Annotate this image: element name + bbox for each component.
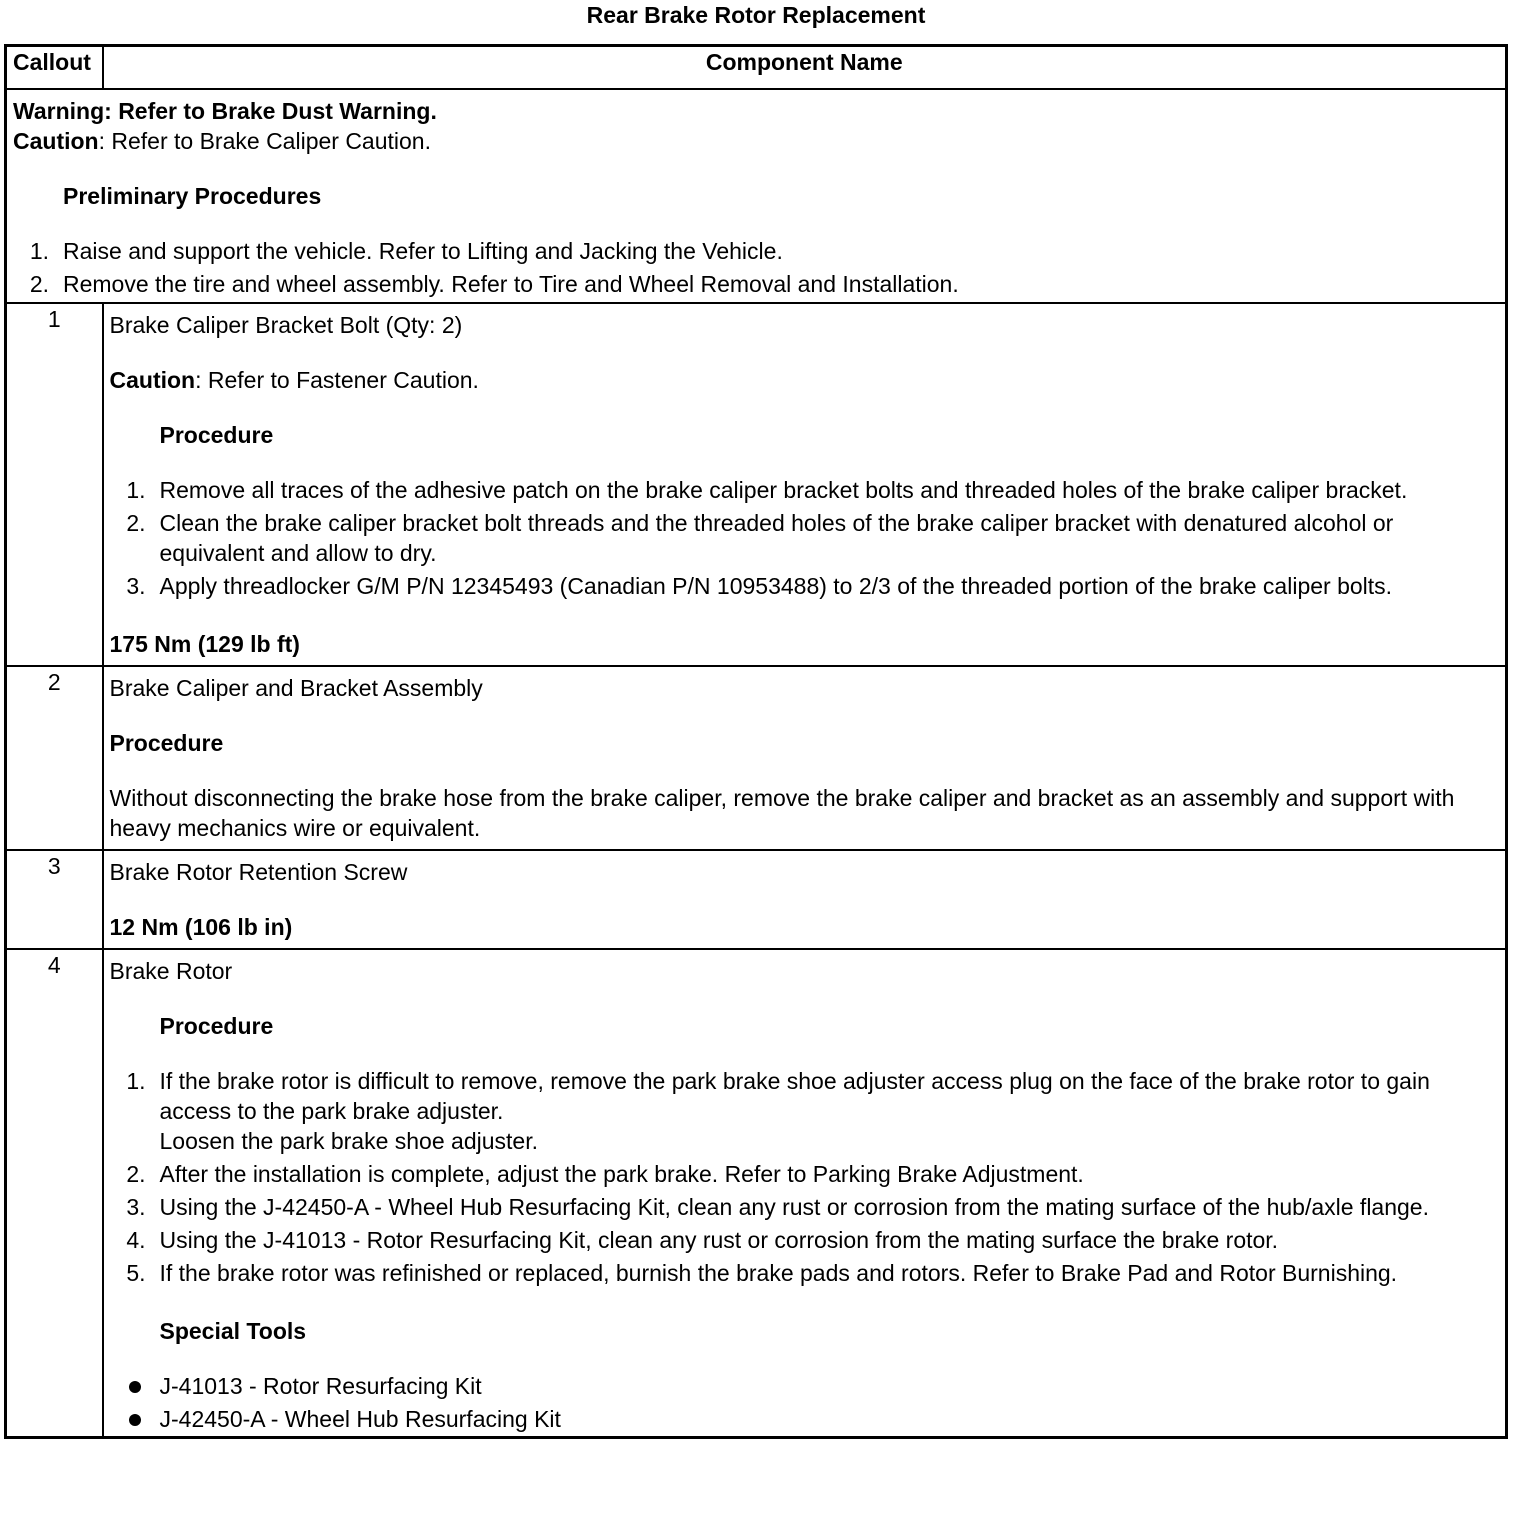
list-item: 3. Using the J-42450-A - Wheel Hub Resurfacing Kit, clean any rust or corrosion from the mating surface of the hub/axle flange. [126,1194,1429,1220]
intro-row [6,89,1507,303]
caution-line: Caution: Refer to Fastener Caution. [109,367,479,393]
list-item: 2. Clean the brake caliper bracket bolt threads and the threaded holes of the brake caliper bracket with denatured alcohol or equivalent and allow to dry. [126,510,1394,566]
header-callout: Callout [6,46,103,90]
callout-cell: 3 [6,850,103,949]
list-item: J-41013 - Rotor Resurfacing Kit [110,1371,1500,1401]
component-name: Brake Caliper and Bracket Assembly [109,675,483,701]
list-item: 2. Remove the tire and wheel assembly. Refer to Tire and Wheel Removal and Installation. [29,271,959,297]
callout-cell: 2 [6,666,103,850]
header-component-name: Component Name [103,46,1507,90]
caution-label: Caution [13,128,99,154]
list-item: J-42450-A - Wheel Hub Resurfacing Kit [110,1404,1500,1434]
procedure-steps [110,1066,1500,1288]
special-tools-list [110,1371,1500,1434]
component-name: Brake Rotor Retention Screw [109,859,408,885]
warning-line [13,96,1499,126]
torque-spec: 12 Nm (106 lb in) [109,914,293,940]
warning-label: Warning [13,98,105,124]
list-item: 1. Remove all traces of the adhesive patch on the brake caliper bracket bolts and threaded holes of the brake caliper bracket. [126,477,1408,503]
preliminary-steps [13,236,1499,299]
warning-text: : Refer to Brake Dust Warning. [104,98,437,124]
bullet-icon [129,1414,141,1426]
list-item: 4. Using the J-41013 - Rotor Resurfacing Kit, clean any rust or corrosion from the mating surface the brake rotor. [126,1227,1279,1253]
bullet-icon [129,1381,141,1393]
procedure-heading: Procedure [159,1013,274,1039]
torque-spec: 175 Nm (129 lb ft) [109,631,300,657]
component-name: Brake Caliper Bracket Bolt (Qty: 2) [109,312,463,338]
list-item: 5. If the brake rotor was refinished or replaced, burnish the brake pads and rotors. Refer to Brake Pad and Rotor Burnishing. [126,1260,1398,1286]
list-item: 3. Apply threadlocker G/M P/N 12345493 (Canadian P/N 10953488) to 2/3 of the threaded portion of the brake caliper bolts. [126,573,1393,599]
procedure-steps [110,475,1500,601]
procedure-heading: Procedure [159,422,274,448]
component-name: Brake Rotor [109,958,233,984]
table-row [6,949,1507,1438]
special-tools-heading: Special Tools [159,1318,307,1344]
callout-cell: 4 [6,949,103,1438]
table-row [6,666,1507,850]
table-header-row [6,46,1507,90]
table-row [6,303,1507,666]
procedure-heading: Procedure [109,730,224,756]
list-item: 1. If the brake rotor is difficult to remove, remove the park brake shoe adjuster access plug on the face of the brake rotor to gain access to the park brake adjuster. Loosen the park brake shoe adjuster. [126,1068,1430,1154]
list-item: 1. Raise and support the vehicle. Refer to Lifting and Jacking the Vehicle. [29,238,783,264]
preliminary-heading: Preliminary Procedures [63,183,322,209]
caution-line [13,126,1499,156]
procedure-text: Without disconnecting the brake hose from the brake caliper, remove the brake caliper and bracket as an assembly and support with heavy mechanics wire or equivalent. [109,785,1455,841]
component-table [4,44,1508,1439]
callout-cell: 1 [6,303,103,666]
list-item: 2. After the installation is complete, adjust the park brake. Refer to Parking Brake Adjustment. [126,1161,1084,1187]
caution-text: : Refer to Brake Caliper Caution. [98,128,431,154]
table-row [6,850,1507,949]
page-title: Rear Brake Rotor Replacement [586,2,926,28]
